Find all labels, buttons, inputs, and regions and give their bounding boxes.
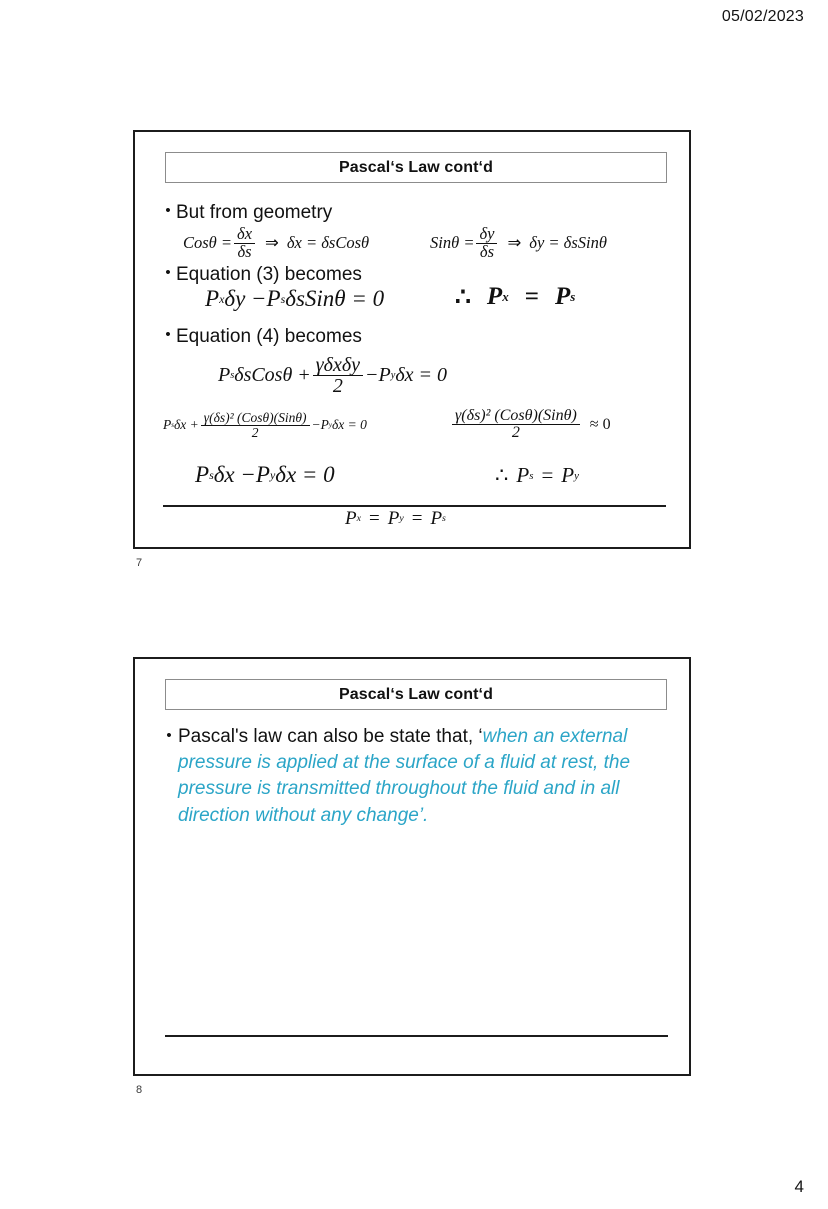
eq-cos-numerator: δx — [237, 224, 253, 243]
slide-2-quoted-text: when an external pressure is applied at the surface of a fluid at rest, the pressure is transmitted throughout the fluid and in all direction without any change’. — [178, 726, 631, 826]
eq5-p2: P — [255, 462, 270, 487]
eq4-t1: δsCosθ + — [234, 364, 311, 387]
equation-geometry-cosine — [183, 226, 369, 261]
eq-sin-implies-icon: ⇒ — [507, 233, 522, 253]
slide-2-horizontal-rule — [165, 1035, 668, 1037]
therefore-icon: ∴ — [455, 284, 471, 311]
eq5-t1: δx − — [213, 462, 256, 487]
bullet-dot-icon: • — [166, 727, 172, 744]
eq4-numerator: γδxδy — [315, 354, 361, 376]
slide-1-title: Pascal‘s Law cont‘d — [339, 158, 493, 176]
eq3-t2: δsSinθ = 0 — [285, 286, 385, 311]
eq4-t3: δx = 0 — [395, 364, 448, 387]
slide-1-bullet-3 — [160, 326, 362, 348]
eq3-t1: δy − — [224, 286, 267, 311]
eq-cos-lhs: Cosθ = — [183, 233, 233, 253]
slide-2-number: 8 — [136, 1084, 143, 1096]
eq4l-p1: P — [163, 417, 172, 433]
eq4l-t2: − — [311, 417, 321, 433]
equation-4-negligible-term — [450, 408, 611, 442]
eq5-p1: P — [195, 462, 210, 487]
eq4-fraction — [313, 355, 363, 397]
equation-geometry-sine — [430, 226, 607, 261]
eq5res-p1: P — [516, 463, 530, 487]
eq-sin-denominator: δs — [476, 243, 497, 261]
slide-1-bullet-1 — [160, 202, 332, 224]
page-date: 05/02/2023 — [721, 8, 804, 25]
slide-2-bullet-1 — [160, 724, 660, 829]
eq5-t2: δx = 0 — [275, 462, 335, 487]
eq4l-t3: δx = 0 — [332, 417, 367, 433]
eq4-p2: P — [378, 364, 391, 387]
eq3res-p1: P — [486, 283, 503, 310]
bullet-dot-icon: • — [165, 264, 171, 281]
slide-1-number: 7 — [136, 557, 143, 569]
page-number: 4 — [794, 1177, 804, 1196]
eq-cos-fraction — [234, 226, 255, 261]
eq4l-t1: δx + — [173, 417, 199, 433]
equation-5-result: ∴ P s = P y — [495, 463, 579, 487]
slide-1-bullet-2 — [160, 264, 362, 286]
final-p3: P — [430, 508, 443, 529]
eq4l-p2: P — [320, 417, 329, 433]
slide-1-horizontal-rule — [163, 505, 666, 507]
equation-3-expanded: P x δy − P s δsSinθ = 0 — [205, 286, 385, 311]
eq3res-p2: P — [554, 283, 571, 310]
slide-2-lead-text: Pascal's law can also be state that, ‘ — [178, 726, 483, 747]
eq5res-equals: = — [541, 463, 554, 487]
equation-4-substituted-left: P s δx + $\frac{\text{γ(δs)² (Cosθ)(Sinθ)}}{2}$ − P y δx = 0 — [163, 410, 367, 440]
equation-4-expanded: P s δsCosθ + $\frac{\text{γδxδy}}{2}$ − P y δx = 0 — [218, 354, 448, 398]
eq-sin-rhs: δy = δsSinθ — [529, 233, 607, 253]
final-equals-1: = — [369, 508, 380, 529]
eq-cos-rhs: δx = δsCosθ — [286, 233, 370, 253]
final-equals-2: = — [411, 508, 423, 529]
eq3res-equals: = — [524, 283, 539, 310]
final-p1: P — [345, 508, 357, 529]
eq5res-p2: P — [561, 463, 575, 487]
eq4l-fraction — [201, 411, 310, 440]
eq-cos-denominator: δs — [234, 243, 255, 261]
eq-sin-numerator: δy — [479, 224, 495, 243]
eq3-p2: P — [266, 286, 281, 311]
slide-2-title: Pascal‘s Law cont‘d — [339, 685, 493, 703]
slide-1-bullet-1-text: But from geometry — [176, 202, 333, 223]
slide-2 — [133, 657, 691, 1076]
slide-2-body — [135, 717, 689, 1074]
slide-2-paragraph — [178, 724, 660, 829]
slide-2-title-box — [165, 679, 667, 710]
equation-5-simplified: P s δx − P y δx = 0 — [195, 462, 335, 487]
slide-1-bullet-3-text: Equation (4) becomes — [176, 326, 362, 347]
therefore-icon: ∴ — [495, 463, 509, 487]
eq4l-denominator: 2 — [201, 425, 310, 440]
eq4r-numerator: γ(δs)² (Cosθ)(Sinθ) — [455, 407, 577, 424]
eq-sin-fraction — [476, 226, 497, 261]
eq4r-denominator: 2 — [452, 424, 580, 441]
bullet-dot-icon: • — [165, 326, 171, 343]
eq-sin-lhs: Sinθ = — [430, 233, 475, 253]
slide-1-title-box — [165, 152, 667, 183]
slide-1-bullet-2-text: Equation (3) becomes — [176, 264, 362, 285]
eq4-p1: P — [218, 364, 231, 387]
bullet-dot-icon: • — [165, 202, 171, 219]
eq4-denominator: 2 — [313, 375, 363, 396]
eq4r-fraction — [452, 408, 580, 442]
eq-cos-implies-icon: ⇒ — [265, 233, 279, 253]
eq3-p1: P — [205, 286, 220, 311]
equation-final-conclusion: P x = P y = P s — [345, 508, 446, 529]
final-p2: P — [387, 508, 400, 529]
equation-3-result: ∴ P x = P s — [455, 283, 576, 311]
eq4r-approx: ≈ 0 — [589, 415, 611, 433]
eq4-t2: − — [365, 364, 379, 387]
eq4l-numerator: γ(δs)² (Cosθ)(Sinθ) — [203, 410, 307, 425]
